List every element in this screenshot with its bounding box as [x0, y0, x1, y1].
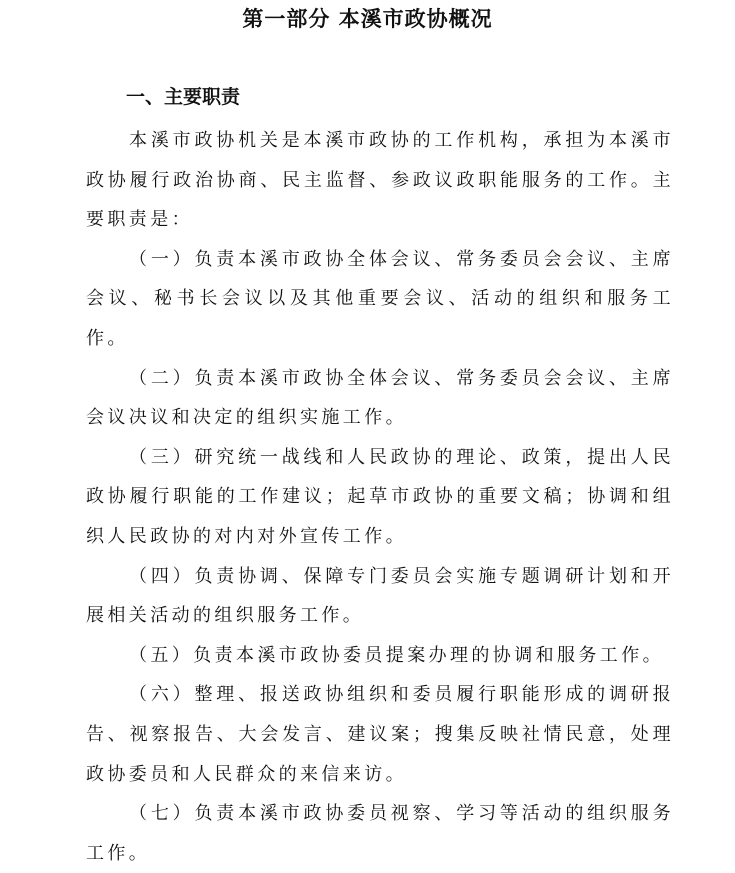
paragraph-duty-6: （六）整理、报送政协组织和委员履行职能形成的调研报告、视察报告、大会发言、建议案；搜集反映社情民意，处理政协委员和人民群众的来信来访。 [86, 684, 674, 785]
paragraph-duty-7: （七）负责本溪市政协委员视察、学习等活动的组织服务工作。 [86, 803, 674, 864]
paragraph-duty-3: （三）研究统一战线和人民政协的理论、政策，提出人民政协履行职能的工作建议；起草市政协的重要文稿；协调和组织人民政协的对内对外宣传工作。 [86, 446, 674, 547]
paragraph-duty-4: （四）负责协调、保障专门委员会实施专题调研计划和开展相关活动的组织服务工作。 [86, 565, 674, 627]
paragraph-intro: 本溪市政协机关是本溪市政协的工作机构，承担为本溪市政协履行政治协商、民主监督、参政议政职能服务的工作。主要职责是： [86, 130, 674, 231]
document-body [86, 121, 674, 873]
paragraph-duty-5: （五）负责本溪市政协委员提案办理的协调和服务工作。 [129, 644, 664, 666]
section-heading: 一、主要职责 [126, 86, 241, 108]
document-title: 第一部分 本溪市政协概况 [242, 6, 493, 31]
paragraph-duty-1: （一）负责本溪市政协全体会议、常务委员会会议、主席会议、秘书长会议以及其他重要会议、活动的组织和服务工作。 [86, 248, 674, 349]
paragraph-duty-2: （二）负责本溪市政协全体会议、常务委员会会议、主席会议决议和决定的组织实施工作。 [86, 367, 674, 429]
